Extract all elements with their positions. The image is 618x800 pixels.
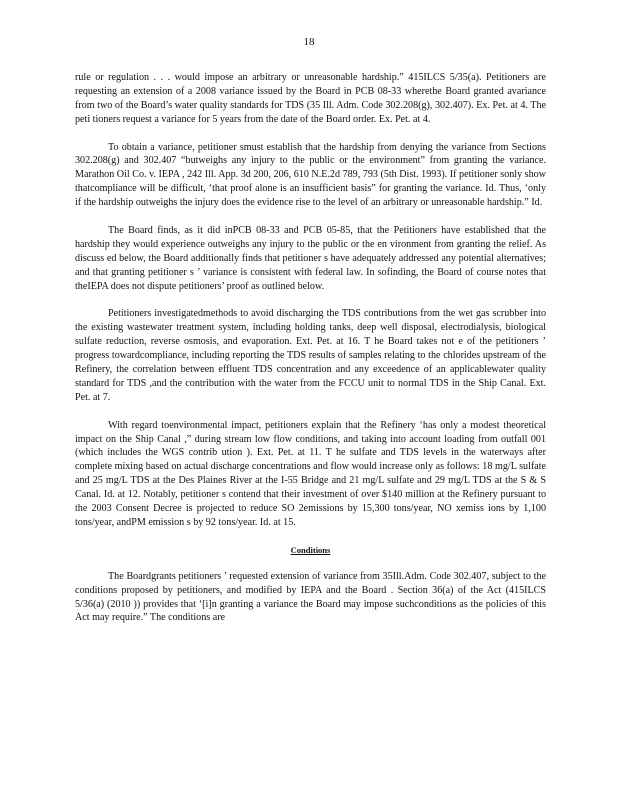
body-text xyxy=(75,71,546,639)
paragraph-continuation: rule or regulation . . . would impose an arbitrary or unreasonable hardship.” 415ILCS 5/35(a). Petitioners are requesting an extension of a 2008 variance issued by the Board in PCB 08-33 wherethe Board granted avariance from two of the Board’s water quality standards for TDS (35 Ill. Adm. Code 302.208(g), 302.407). Ex. Pet. at 4. The peti tioners request a variance for 5 years from the date of the Board order. Ex. Pet. at 4. xyxy=(75,72,546,125)
section-heading xyxy=(75,544,546,556)
paragraph-investigated-methods: Petitioners investigatedmethods to avoid discharging the TDS contributions from the wet gas scrubber into the existing wastewater treatment system, including holding tanks, deep well disposal, electrodialysis, biological sulfate reduction, reverse osmosis, and evaporation. Ext. Pet. at 16. T he Board takes not e of the petitioners ’ progress towardcompliance, including reporting the TDS results of samples relating to the chlorides upstream of the Refinery, the correlation between effluent TDS concentration and any exceedence of an applicablewater quality standard for TDS ,and the contribution with the water from the FCCU unit to normal TDS in the Ship Canal. Ext. Pet. at 7. xyxy=(75,308,546,403)
paragraph-board-finds: The Board finds, as it did inPCB 08-33 and PCB 05-85, that the Petitioners have established that the hardship they would experience outweighs any injury to the public or the en vironment from granting the relief. As discuss ed below, the Board additionally finds that petitioner s have adequately addressed any potential alternatives; and that granting petitioner s ’ variance is consistent with federal law. In sofinding, the Board of course notes that theIEPA does not dispute petitioners’ proof as outlined below. xyxy=(75,224,546,292)
paragraph-variance-standard: To obtain a variance, petitioner smust establish that the hardship from denying the variance from Sections 302.208(g) and 302.407 “butweighs any injury to the public or the environment” from granting the variance. Marathon Oil Co. v. IEPA , 242 Ill. App. 3d 200, 206, 610 N.E.2d 789, 793 (5th Dist. 1993). If petitioner sonly show thatcompliance will be difficult, ‘that proof alone is an insufficient basis” for granting the variance. Id. Thus, ‘only if the hardship outweighs the injury does the evidence rise to the level of an arbitrary or unreasonable hardship.” Id. xyxy=(75,141,546,209)
heading-conditions: Conditions xyxy=(290,544,331,555)
paragraph-environmental-impact: With regard toenvironmental impact, petitioners explain that the Refinery ‘has only a modest theoretical impact on the Ship Canal ,” during stream low flow conditions, and taking into account loading from outfall 001 (which includes the WGS contrib ution ). Ext. Pet. at 11. T he sulfate and TDS levels in the waterways after complete mixing based on actual discharge concentrations and flow would increase only as follows: 18 mg/L sulfate and 25 mg/L TDS at the Des Plaines River at the I-55 Bridge and 21 mg/L sulfate and 29 mg/L TDS at the S & S Canal. Id. at 12. Notably, petitioner s contend that their investment of over $140 million at the Refinery pursuant to the 2003 Consent Decree is projected to reduce SO 2emissions by 15,300 tons/year, NO xemiss ions by 1,100 tons/year, andPM emission s by 92 tons/year. Id. at 15. xyxy=(75,419,546,528)
paragraph-board-grants: The Boardgrants petitioners ’ requested extension of variance from 35Ill.Adm. Code 302.407, subject to the conditions proposed by petitioners, and modified by IEPA and the Board . Section 36(a) of the Act (415ILCS 5/36(a) (2010 )) provides that ‘[i]n granting a variance the Board may impose suchconditions as the policies of this Act may require.” The conditions are xyxy=(75,570,546,624)
page-number: 18 xyxy=(303,36,315,48)
